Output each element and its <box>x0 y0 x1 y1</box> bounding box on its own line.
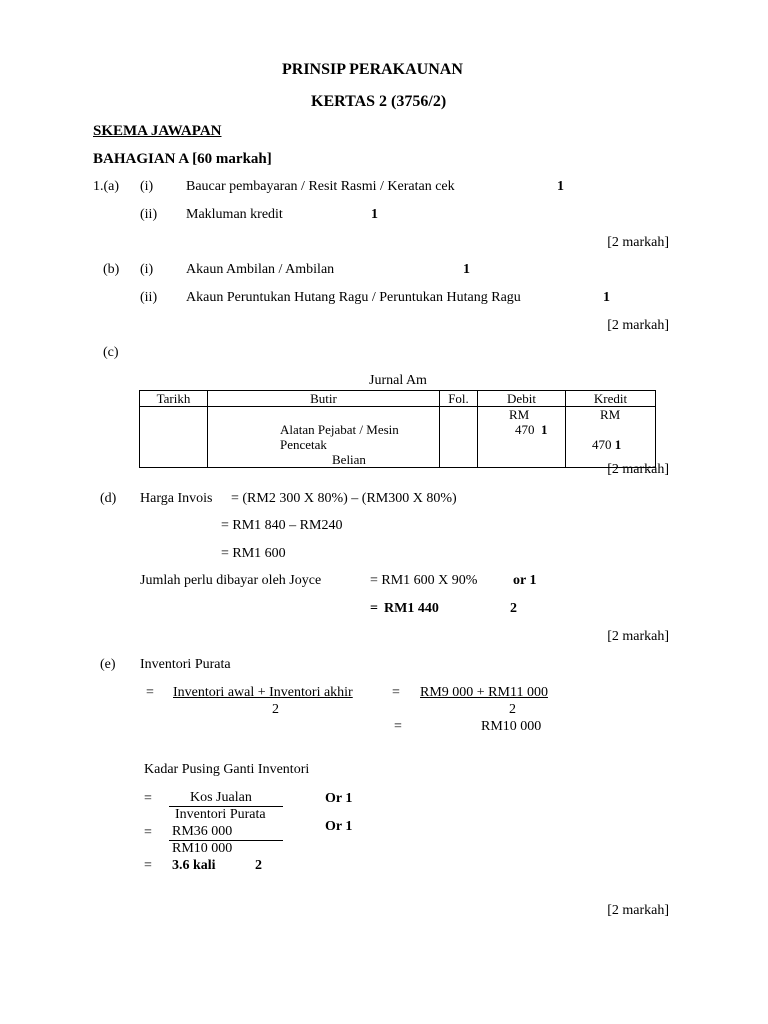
avg-values-numerator: RM9 000 + RM11 000 <box>420 685 548 700</box>
q1a-total: [2 markah] <box>607 235 669 250</box>
turnover-values-denominator: RM10 000 <box>172 841 233 856</box>
q1a-i-mark: 1 <box>557 179 564 194</box>
journal-title: Jurnal Am <box>369 373 427 388</box>
turnover-formula-denominator: Inventori Purata <box>175 807 266 822</box>
q1b-i-num: (i) <box>140 262 154 277</box>
q1b-label: (b) <box>103 262 120 277</box>
invoice-price-step3: = RM1 600 <box>221 546 286 561</box>
cell-butir <box>208 407 440 468</box>
q1a-ii-num: (ii) <box>140 207 158 222</box>
q1b-i-text: Akaun Ambilan / Ambilan <box>186 262 335 277</box>
amount-payable-result: RM1 440 <box>384 601 439 616</box>
average-inventory-title: Inventori Purata <box>140 657 231 672</box>
journal-header-row <box>140 391 656 407</box>
amount-payable-eq: = <box>370 601 378 616</box>
avg-formula-numerator: Inventori awal + Inventori akhir <box>173 685 353 700</box>
q1c-label: (c) <box>103 345 119 360</box>
q1a-i-num: (i) <box>140 179 154 194</box>
entry-debit-account: Alatan Pejabat / Mesin Pencetak <box>280 422 399 452</box>
col-butir: Butir <box>208 391 440 407</box>
turnover-result-mark: 2 <box>255 858 262 873</box>
avg-result: RM10 000 <box>481 719 542 734</box>
q1a-ii-mark: 1 <box>371 207 378 222</box>
avg-eq-3: = <box>394 719 402 734</box>
avg-values-denominator: 2 <box>509 702 516 717</box>
paper-subtitle: KERTAS 2 (3756/2) <box>311 93 447 110</box>
cell-fol <box>440 407 478 468</box>
cell-kredit <box>566 407 656 468</box>
col-debit: Debit <box>478 391 566 407</box>
turnover-eq-3: = <box>144 858 152 873</box>
turnover-result: 3.6 kali <box>172 858 216 873</box>
q1b-i-mark: 1 <box>463 262 470 277</box>
invoice-price-label: Harga Invois <box>140 491 213 506</box>
q1b-total: [2 markah] <box>607 318 669 333</box>
q1e-total: [2 markah] <box>607 903 669 918</box>
page-title: PRINSIP PERAKAUNAN <box>282 61 463 78</box>
avg-eq-1: = <box>146 685 154 700</box>
scheme-heading: SKEMA JAWAPAN <box>93 123 222 139</box>
journal-entry-row <box>140 407 656 468</box>
col-tarikh: Tarikh <box>140 391 208 407</box>
journal-table <box>139 390 656 468</box>
turnover-formula-numerator: Kos Jualan <box>190 790 252 805</box>
col-fol: Fol. <box>440 391 478 407</box>
debit-mark: 1 <box>541 422 548 437</box>
q1e-label: (e) <box>100 657 116 672</box>
q1d-label: (d) <box>100 491 117 506</box>
entry-credit-account: Belian <box>332 452 366 467</box>
cell-tarikh <box>140 407 208 468</box>
turnover-title: Kadar Pusing Ganti Inventori <box>144 762 310 777</box>
avg-eq-2: = <box>392 685 400 700</box>
q1d-total: [2 markah] <box>607 629 669 644</box>
kredit-mark: 1 <box>614 437 622 452</box>
q1b-ii-text: Akaun Peruntukan Hutang Ragu / Peruntukan Hutang Ragu <box>186 290 521 305</box>
turnover-formula-mark: Or 1 <box>325 791 353 806</box>
turnover-values-numerator: RM36 000 <box>172 824 233 839</box>
q1a-label: 1.(a) <box>93 179 120 194</box>
invoice-price-step2: = RM1 840 – RM240 <box>221 518 343 533</box>
cell-debit <box>478 407 566 468</box>
q1b-ii-mark: 1 <box>603 290 610 305</box>
amount-payable-label: Jumlah perlu dibayar oleh Joyce <box>140 573 322 588</box>
turnover-eq-2: = <box>144 825 152 840</box>
amount-payable-result-mark: 2 <box>510 601 517 616</box>
turnover-values-mark: Or 1 <box>325 819 353 834</box>
q1b-ii-num: (ii) <box>140 290 158 305</box>
debit-currency: RM <box>509 407 530 422</box>
q1a-ii-text: Makluman kredit <box>186 207 283 222</box>
q1a-i-text: Baucar pembayaran / Resit Rasmi / Keratan cek <box>186 179 455 194</box>
amount-payable-formula: = RM1 600 X 90% <box>370 573 478 588</box>
amount-payable-mark: or 1 <box>513 573 537 588</box>
q1c-total: [2 markah] <box>607 462 669 477</box>
col-kredit: Kredit <box>566 391 656 407</box>
kredit-value: 470 <box>592 437 612 452</box>
kredit-currency: RM <box>600 407 621 422</box>
avg-formula-denominator: 2 <box>272 702 279 717</box>
section-heading: BAHAGIAN A [60 markah] <box>93 151 272 167</box>
debit-value: 470 <box>515 422 535 437</box>
invoice-price-formula: = (RM2 300 X 80%) – (RM300 X 80%) <box>231 491 457 506</box>
turnover-eq-1: = <box>144 791 152 806</box>
